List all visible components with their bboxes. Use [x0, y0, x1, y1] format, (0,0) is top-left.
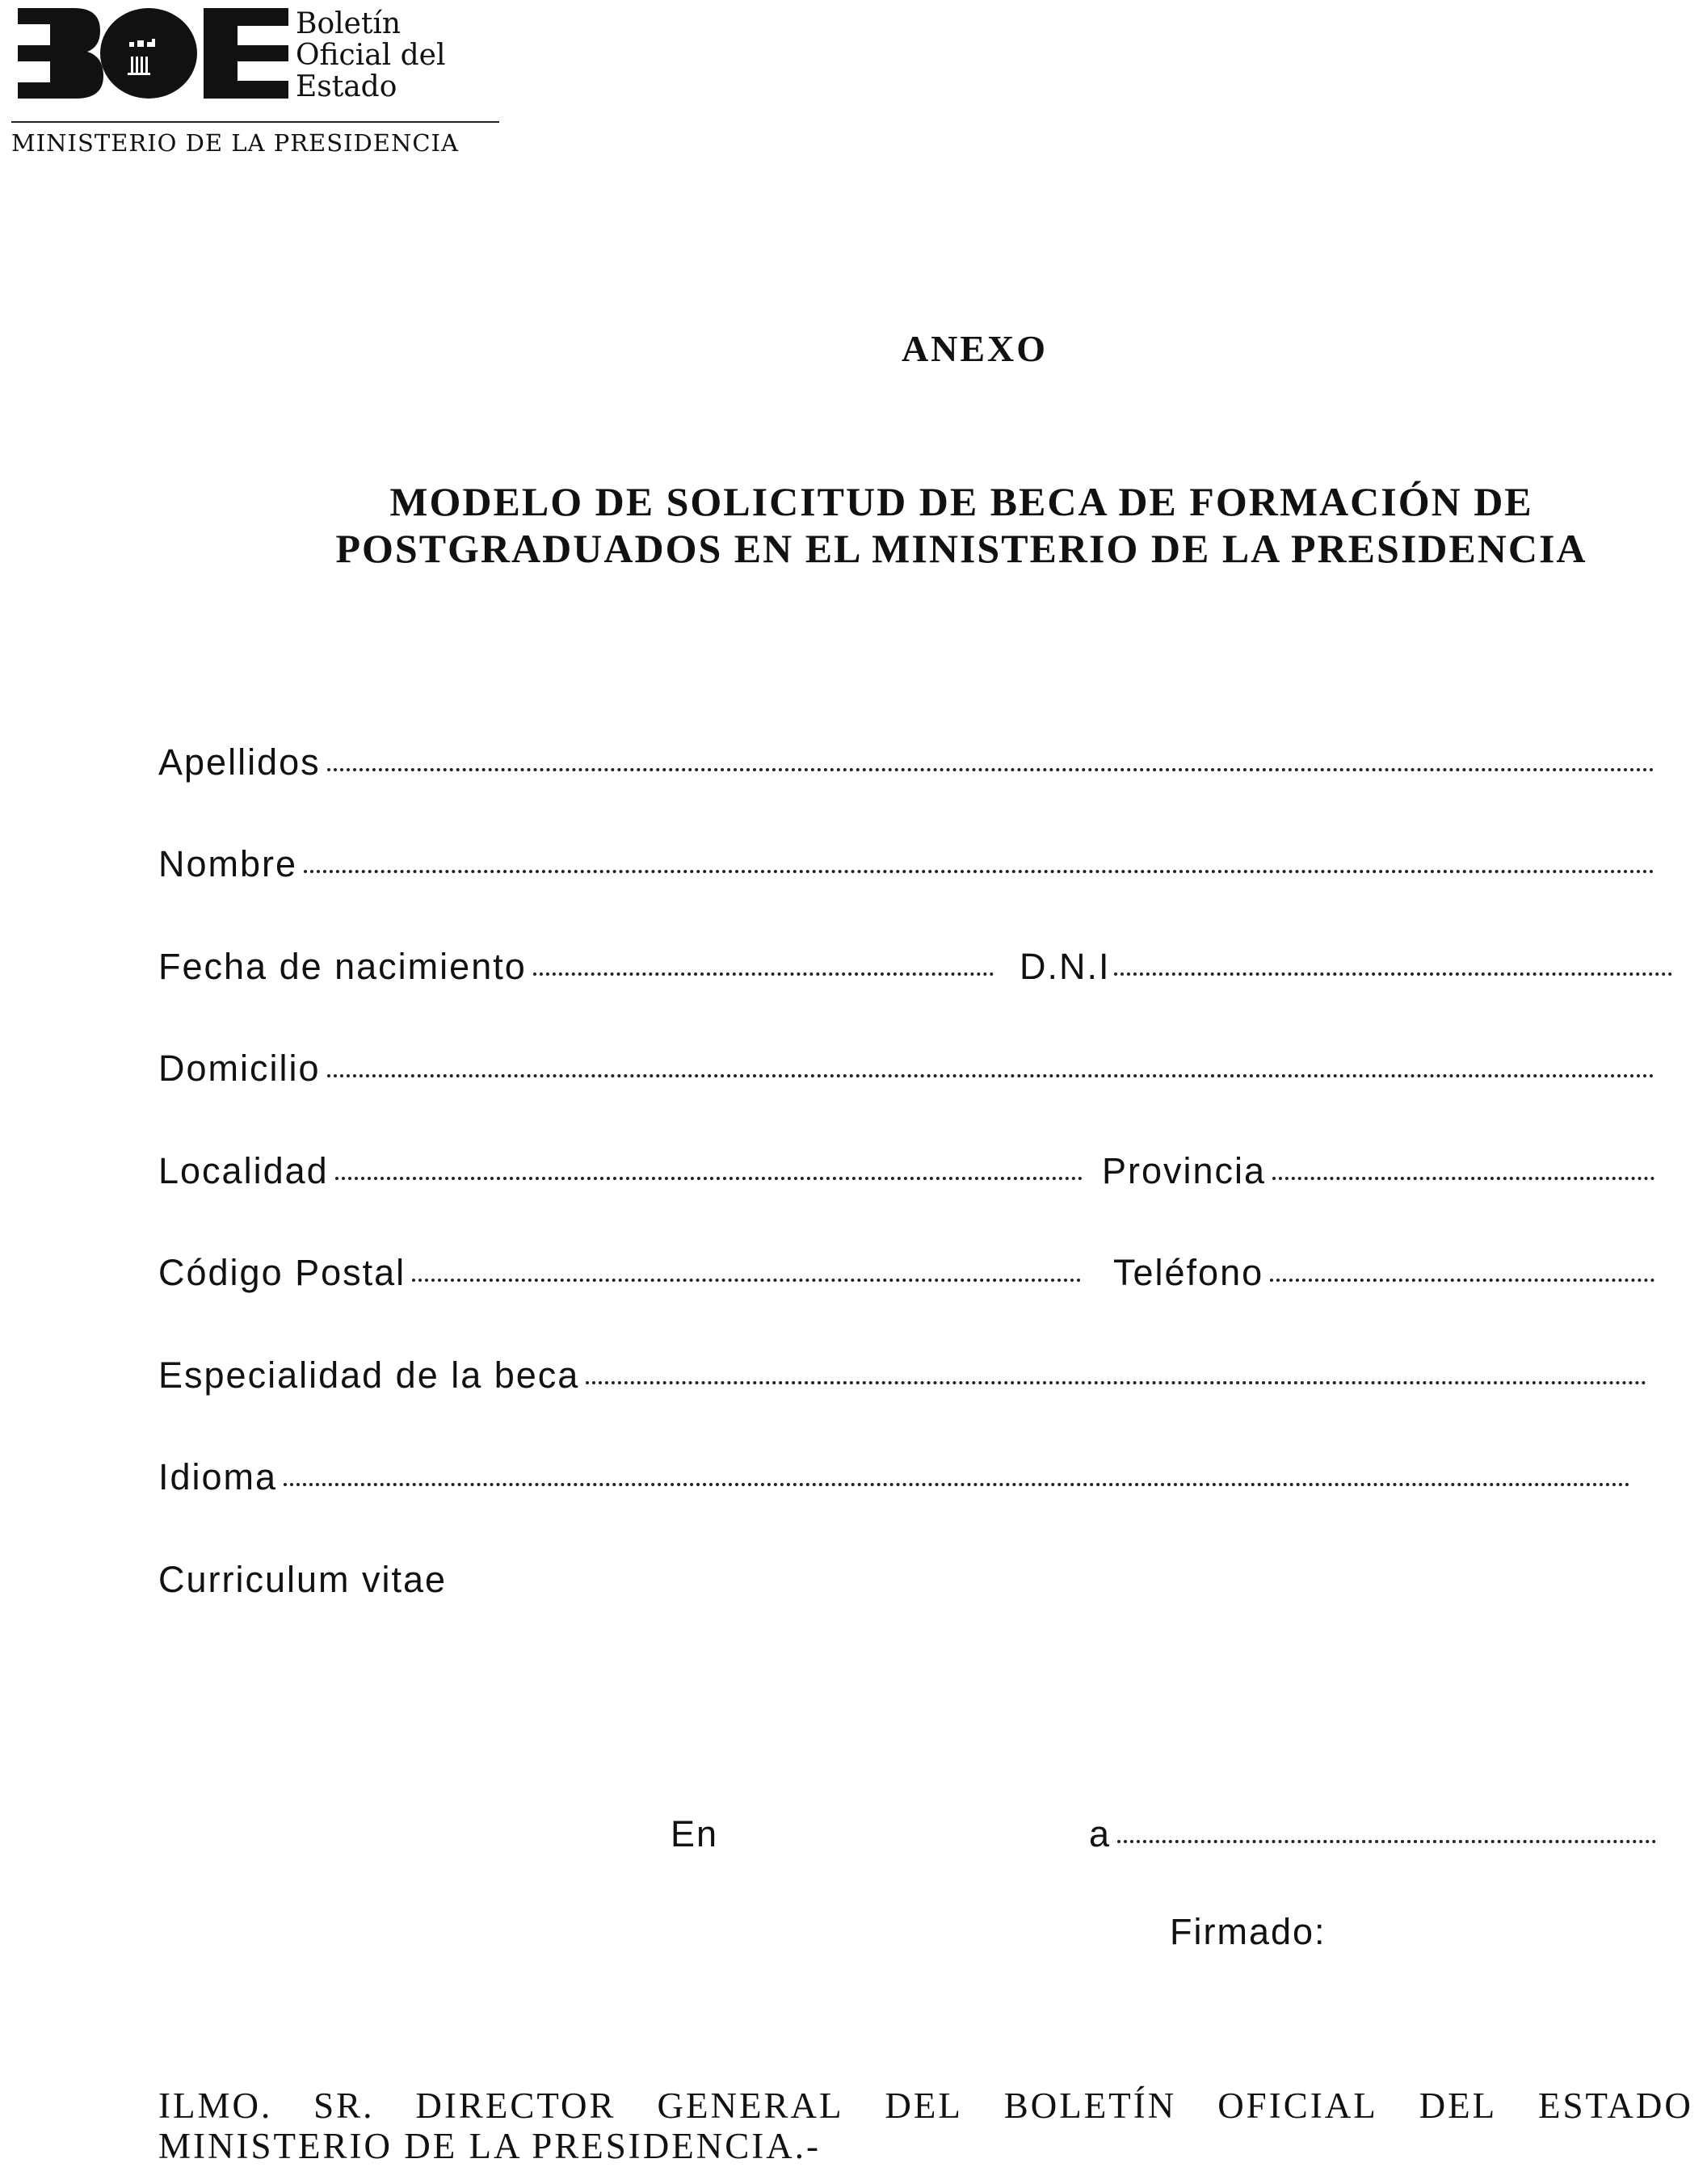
title-line-1: MODELO DE SOLICITUD DE BECA DE FORMACIÓN DE	[389, 479, 1533, 524]
title-line-2: POSTGRADUADOS EN EL MINISTERIO DE LA PRESIDENCIA	[335, 526, 1587, 571]
place-label: En	[671, 1813, 719, 1854]
fecha-nacimiento-blank[interactable]	[533, 972, 994, 976]
boe-logo	[18, 8, 288, 99]
field-date	[1089, 1813, 1663, 1862]
letterhead	[11, 7, 496, 157]
signed-label: Firmado:	[1170, 1911, 1326, 1952]
publication-name	[296, 8, 445, 103]
nombre-blank[interactable]	[304, 870, 1654, 873]
codigo-postal-blank[interactable]	[412, 1279, 1081, 1282]
nombre-label: Nombre	[158, 843, 298, 884]
apellidos-blank[interactable]	[327, 768, 1654, 771]
especialidad-label: Especialidad de la beca	[158, 1354, 580, 1396]
field-domicilio	[158, 1048, 1661, 1096]
date-blank[interactable]	[1117, 1840, 1656, 1843]
addressee-word: DEL	[1419, 2085, 1498, 2126]
annex-heading: ANEXO	[901, 328, 1049, 369]
publication-line-2: Oficial del	[296, 39, 446, 72]
provincia-label: Provincia	[1102, 1150, 1267, 1191]
ministry-name: MINISTERIO DE LA PRESIDENCIA	[11, 129, 459, 157]
curriculum-label: Curriculum vitae	[158, 1559, 448, 1600]
publication-line-1: Boletín	[296, 7, 402, 40]
field-fecha-nacimiento	[158, 946, 1000, 994]
telefono-blank[interactable]	[1270, 1279, 1654, 1282]
header-divider	[11, 121, 499, 123]
apellidos-label: Apellidos	[158, 741, 321, 783]
addressee-word: ESTADO	[1538, 2085, 1693, 2126]
addressee-word: DIRECTOR	[415, 2085, 616, 2126]
field-dni	[1020, 946, 1679, 994]
field-especialidad	[158, 1354, 1653, 1403]
localidad-blank[interactable]	[335, 1177, 1083, 1180]
addressee-word: BOLETÍN	[1003, 2085, 1177, 2126]
dni-label: D.N.I	[1020, 946, 1111, 987]
addressee-word: ILMO.	[158, 2085, 273, 2126]
field-telefono	[1113, 1252, 1661, 1300]
addressee	[158, 2085, 1693, 2166]
addressee-word: GENERAL	[657, 2085, 844, 2126]
idioma-label: Idioma	[158, 1456, 278, 1497]
addressee-line-1	[158, 2085, 1693, 2126]
date-label: a	[1089, 1813, 1112, 1854]
logo-row	[11, 7, 496, 103]
domicilio-blank[interactable]	[327, 1074, 1654, 1077]
codigo-postal-label: Código Postal	[158, 1252, 406, 1293]
field-codigo-postal	[158, 1252, 1087, 1300]
especialidad-blank[interactable]	[586, 1381, 1646, 1384]
fecha-nacimiento-label: Fecha de nacimiento	[158, 946, 527, 987]
field-idioma	[158, 1456, 1637, 1505]
field-nombre	[158, 843, 1661, 892]
localidad-label: Localidad	[158, 1150, 329, 1191]
field-curriculum	[158, 1559, 885, 1607]
addressee-word: SR.	[313, 2085, 375, 2126]
document-title	[145, 478, 1707, 572]
addressee-word: OFICIAL	[1217, 2085, 1378, 2126]
field-provincia	[1102, 1150, 1661, 1199]
telefono-label: Teléfono	[1113, 1252, 1264, 1293]
domicilio-label: Domicilio	[158, 1048, 321, 1089]
addressee-word: DEL	[885, 2085, 963, 2126]
field-apellidos	[158, 741, 1661, 790]
publication-line-3: Estado	[296, 70, 397, 103]
dni-blank[interactable]	[1114, 972, 1672, 976]
field-localidad	[158, 1150, 1089, 1199]
idioma-blank[interactable]	[284, 1483, 1630, 1486]
addressee-line-2: MINISTERIO DE LA PRESIDENCIA.-	[158, 2126, 821, 2166]
provincia-blank[interactable]	[1272, 1177, 1654, 1180]
